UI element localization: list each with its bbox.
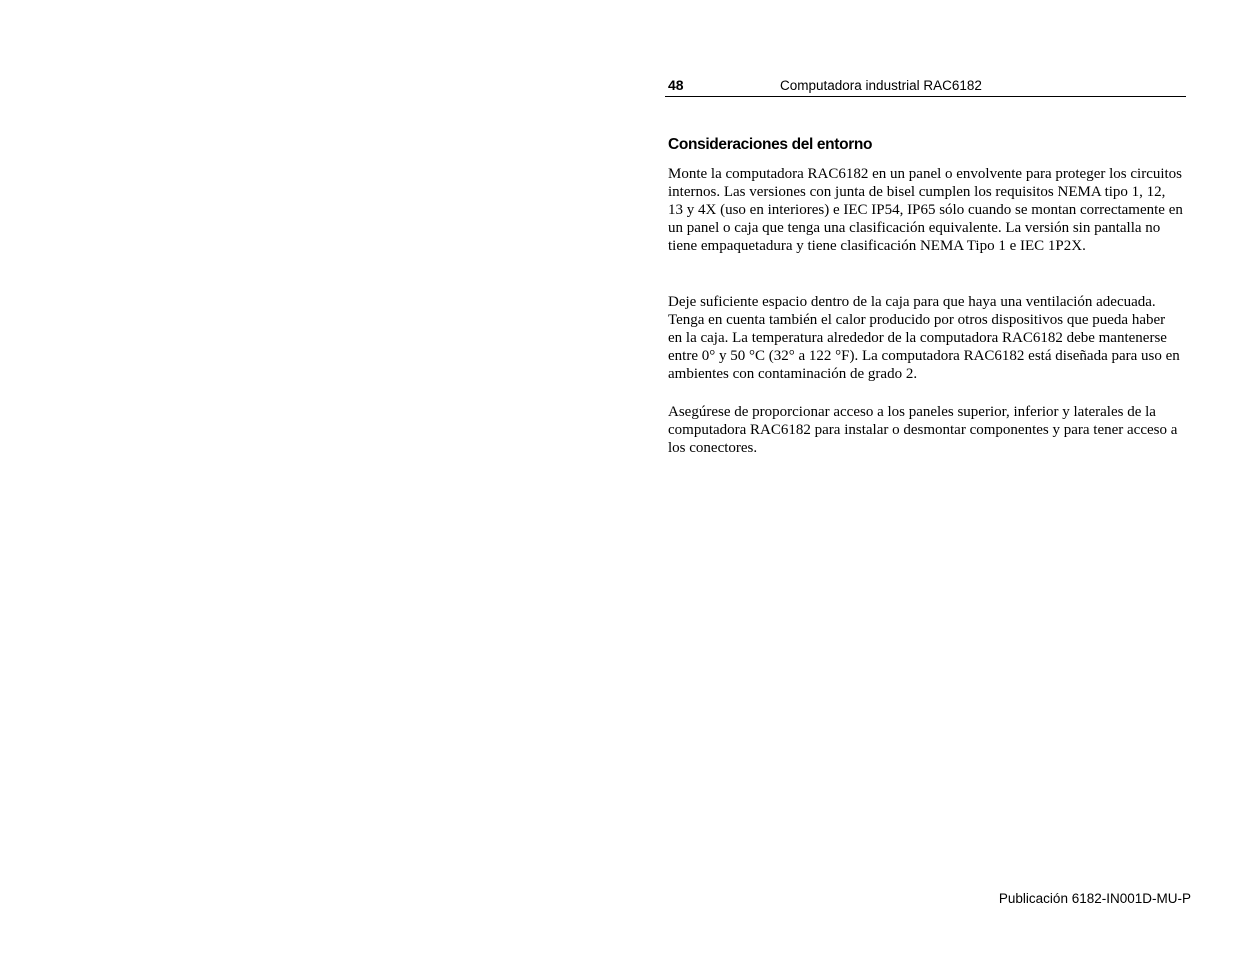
paragraph-mounting: Monte la computadora RAC6182 en un panel o envolvente para proteger los circuitos internos. Las versiones con junta de bisel cumplen los requisitos NEMA tipo 1, 12, 13 y 4X (uso en interiores) e IEC IP54, IP65 sólo cuando se montan correctamente en un panel o caja que tenga una clasificación equivalente. La versión sin pantalla no tiene empaquetadura y tiene clasificación NEMA Tipo 1 e IEC 1P2X. [668,166,1183,254]
page-header [665,76,1186,97]
paragraph-access: Asegúrese de proporcionar acceso a los paneles superior, inferior y laterales de la computadora RAC6182 para instalar o desmontar componentes y para tener acceso a los conectores. [668,404,1178,456]
publication-footer: Publicación 6182-IN001D-MU-P [998,891,1191,906]
page-number: 48 [668,77,684,93]
paragraph-ventilation: Deje suficiente espacio dentro de la caja para que haya una ventilación adecuada. Tenga en cuenta también el calor producido por otros dispositivos que pueda haber en la caja. La temperatura alrededor de la computadora RAC6182 debe mantenerse entre 0° y 50 °C (32° a 122 °F). La computadora RAC6182 está diseñada para uso en ambientes con contaminación de grado 2. [668,294,1180,382]
section-heading: Consideraciones del entorno [668,136,873,153]
running-title: Computadora industrial RAC6182 [780,78,982,93]
